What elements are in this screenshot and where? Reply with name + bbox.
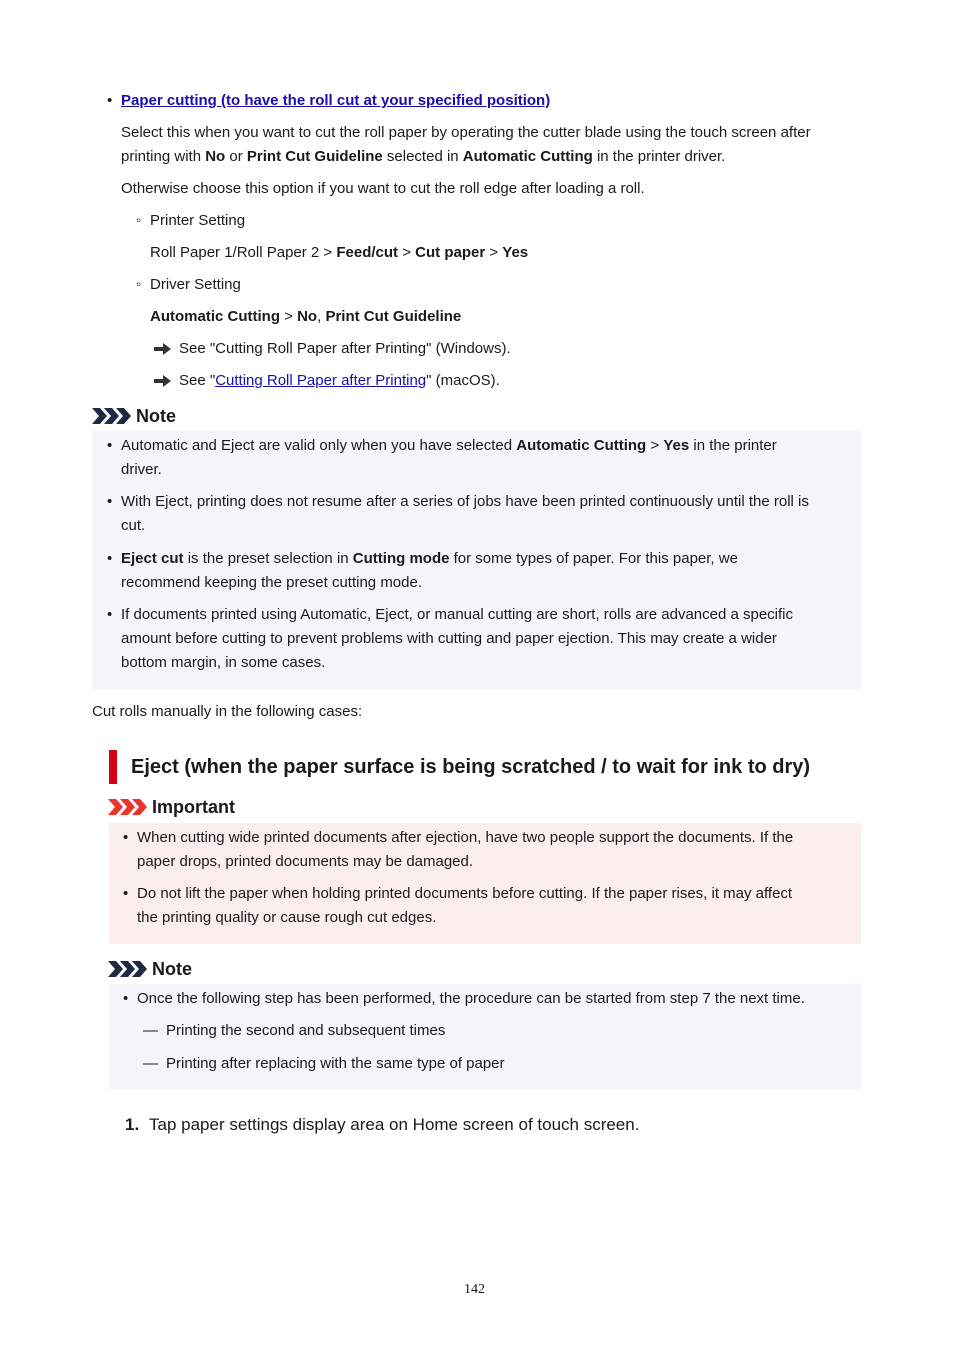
sub-bullet: ◦ xyxy=(136,212,142,229)
driver-setting-label: Driver Setting xyxy=(150,276,241,293)
important-item-cont: paper drops, printed documents may be damaged. xyxy=(137,853,474,870)
see-macos-text: See "Cutting Roll Paper after Printing" (macOS). xyxy=(179,372,500,389)
note-heading: Note xyxy=(136,406,176,426)
bullet: • xyxy=(123,990,129,1007)
cut-manually-text: Cut rolls manually in the following cases: xyxy=(92,703,363,720)
note-item-cont: bottom margin, in some cases. xyxy=(121,654,326,671)
paragraph-line: printing with No or Print Cut Guideline selected in Automatic Cutting in the printer driver. xyxy=(121,148,726,165)
important-item: When cutting wide printed documents after ejection, have two people support the documents. If the xyxy=(137,829,794,846)
bullet: • xyxy=(107,437,113,454)
dash-bullet: — xyxy=(143,1022,158,1039)
driver-setting-path: Automatic Cutting > No, Print Cut Guideline xyxy=(150,308,462,325)
note-item: If documents printed using Automatic, Eject, or manual cutting are short, rolls are advanced a specific xyxy=(121,606,794,623)
paragraph-line: Select this when you want to cut the roll paper by operating the cutter blade using the touch screen after xyxy=(121,124,811,141)
note-item: With Eject, printing does not resume after a series of jobs have been printed continuously until the roll is xyxy=(121,493,809,510)
bullet: • xyxy=(107,92,113,109)
important-heading: Important xyxy=(152,797,235,817)
note-arrows-icon xyxy=(108,960,148,978)
important-arrows-icon xyxy=(108,798,148,816)
note-item-cont: recommend keeping the preset cutting mode. xyxy=(121,574,423,591)
bullet: • xyxy=(123,829,129,846)
bullet: • xyxy=(107,606,113,623)
note-item: Automatic and Eject are valid only when you have selected Automatic Cutting > Yes in the printer xyxy=(121,437,777,454)
cutting-roll-paper-link[interactable]: Cutting Roll Paper after Printing xyxy=(215,372,427,389)
note-item-cont: driver. xyxy=(121,461,162,478)
note-item-cont: cut. xyxy=(121,517,146,534)
note-subitem: Printing after replacing with the same type of paper xyxy=(166,1055,505,1072)
paragraph-line: Otherwise choose this option if you want to cut the roll edge after loading a roll. xyxy=(121,180,645,197)
note-arrows-icon xyxy=(92,407,132,425)
bullet: • xyxy=(123,885,129,902)
printer-setting-label: Printer Setting xyxy=(150,212,246,229)
paper-cutting-link[interactable]: Paper cutting (to have the roll cut at your specified position) xyxy=(121,92,551,109)
note-item-cont: amount before cutting to prevent problems with cutting and paper ejection. This may create a wider xyxy=(121,630,777,647)
arrow-right-icon xyxy=(154,375,171,387)
bullet: • xyxy=(107,550,113,567)
sub-bullet: ◦ xyxy=(136,276,142,293)
important-item-cont: the printing quality or cause rough cut edges. xyxy=(137,909,437,926)
note-item: Once the following step has been performed, the procedure can be started from step 7 the next time. xyxy=(137,990,805,1007)
note-subitem: Printing the second and subsequent times xyxy=(166,1022,446,1039)
step-number: 1. xyxy=(125,1115,140,1134)
important-item: Do not lift the paper when holding printed documents before cutting. If the paper rises, it may affect xyxy=(137,885,793,902)
bullet: • xyxy=(107,493,113,510)
see-windows-text: See "Cutting Roll Paper after Printing" (Windows). xyxy=(179,340,511,357)
note-item: Eject cut is the preset selection in Cutting mode for some types of paper. For this paper, we xyxy=(121,550,738,567)
arrow-right-icon xyxy=(154,343,171,355)
dash-bullet: — xyxy=(143,1055,158,1072)
note-heading: Note xyxy=(152,959,192,979)
step-text: Tap paper settings display area on Home screen of touch screen. xyxy=(149,1115,640,1134)
page-number: 142 xyxy=(464,1282,485,1297)
printer-setting-path: Roll Paper 1/Roll Paper 2 > Feed/cut > Cut paper > Yes xyxy=(150,244,529,261)
section-heading: Eject (when the paper surface is being scratched / to wait for ink to dry) xyxy=(131,756,811,778)
heading-bar xyxy=(109,750,117,784)
